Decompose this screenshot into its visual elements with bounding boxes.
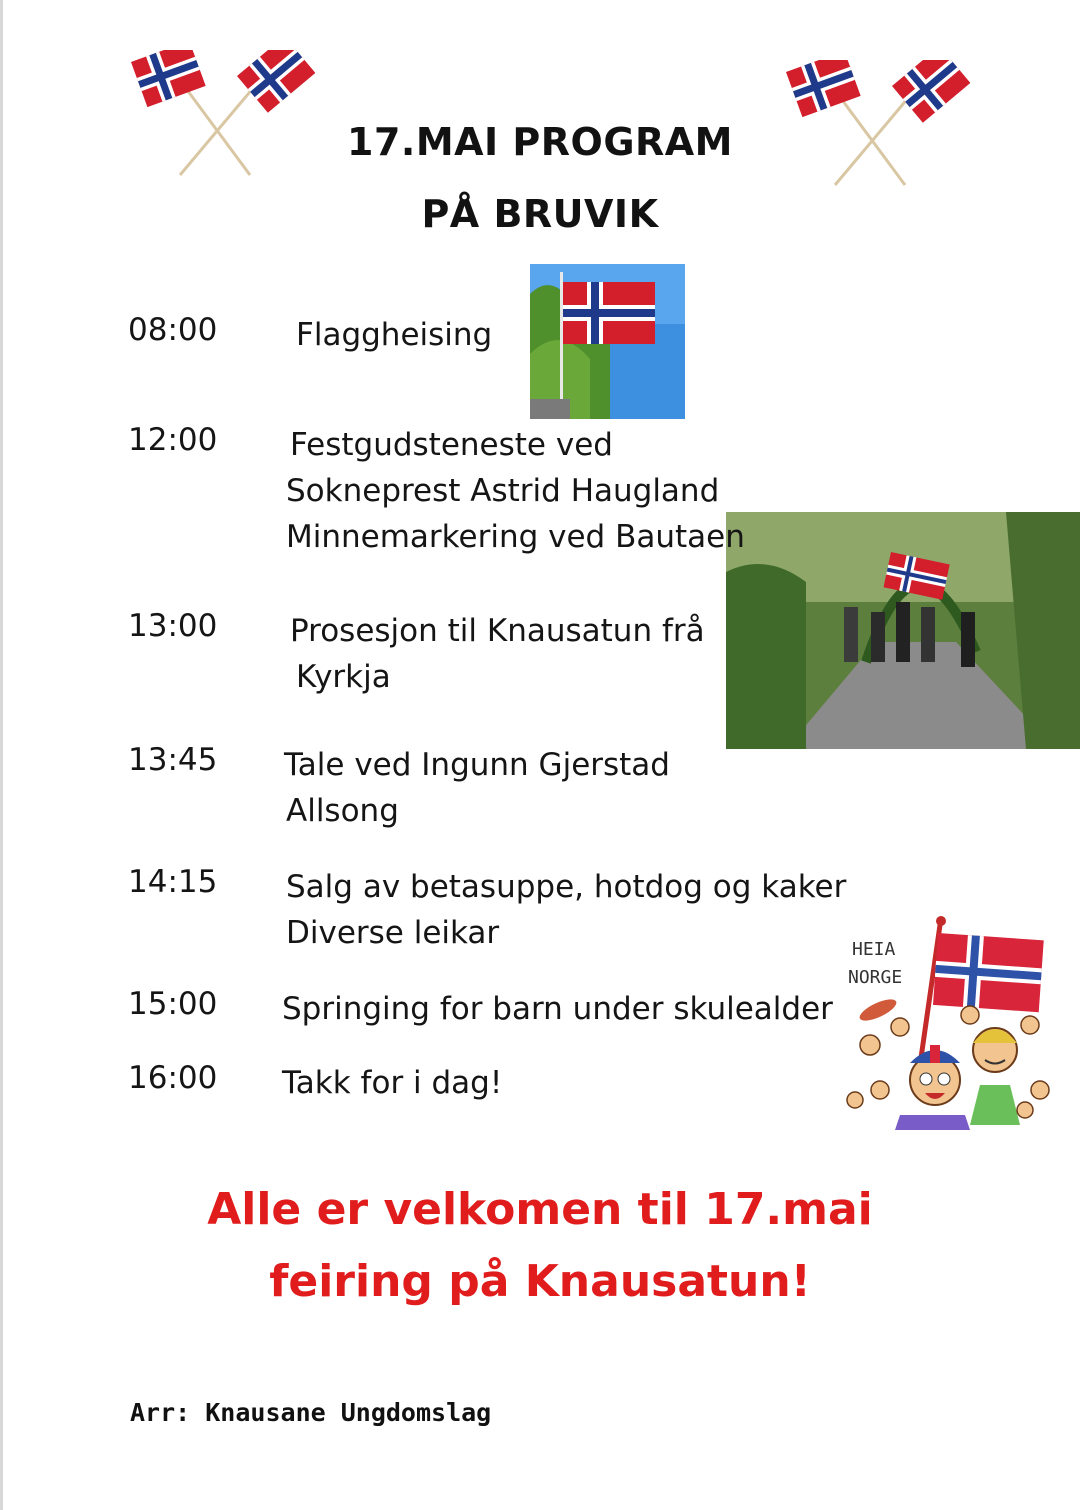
heia-text: HEIA <box>852 939 896 960</box>
program-line: Tale ved Ingunn Gjerstad <box>284 747 670 783</box>
program-line: Allsong <box>286 793 399 829</box>
heia-norge-cartoon <box>840 915 1050 1130</box>
welcome-line-1: Alle er velkomen til 17.mai <box>207 1184 873 1235</box>
time-label: 12:00 <box>128 422 218 458</box>
time-label: 13:00 <box>128 608 218 644</box>
time-label: 08:00 <box>128 312 218 348</box>
organizer-footer: Arr: Knausane Ungdomslag <box>130 1398 492 1427</box>
program-line: Kyrkja <box>296 659 391 695</box>
program-line: Sokneprest Astrid Haugland <box>286 473 720 509</box>
program-line: Prosesjon til Knausatun frå <box>290 613 705 649</box>
time-label: 14:15 <box>128 864 218 900</box>
program-line: Diverse leikar <box>286 915 500 951</box>
time-label: 16:00 <box>128 1060 218 1096</box>
title-line-2: PÅ BRUVIK <box>421 192 659 236</box>
program-line: Salg av betasuppe, hotdog og kaker <box>286 869 847 905</box>
procession-photo <box>726 512 1080 749</box>
time-label: 13:45 <box>128 742 218 778</box>
program-line: Flaggheising <box>296 317 493 353</box>
program-line: Festgudsteneste ved <box>290 427 613 463</box>
flag-photo <box>530 264 685 419</box>
norge-text: NORGE <box>848 967 903 988</box>
welcome-line-2: feiring på Knausatun! <box>269 1256 811 1307</box>
title-line-1: 17.MAI PROGRAM <box>347 120 733 164</box>
time-label: 15:00 <box>128 986 218 1022</box>
program-line: Minnemarkering ved Bautaen <box>286 519 745 555</box>
program-line: Takk for i dag! <box>282 1065 503 1101</box>
program-line: Springing for barn under skulealder <box>282 991 833 1027</box>
